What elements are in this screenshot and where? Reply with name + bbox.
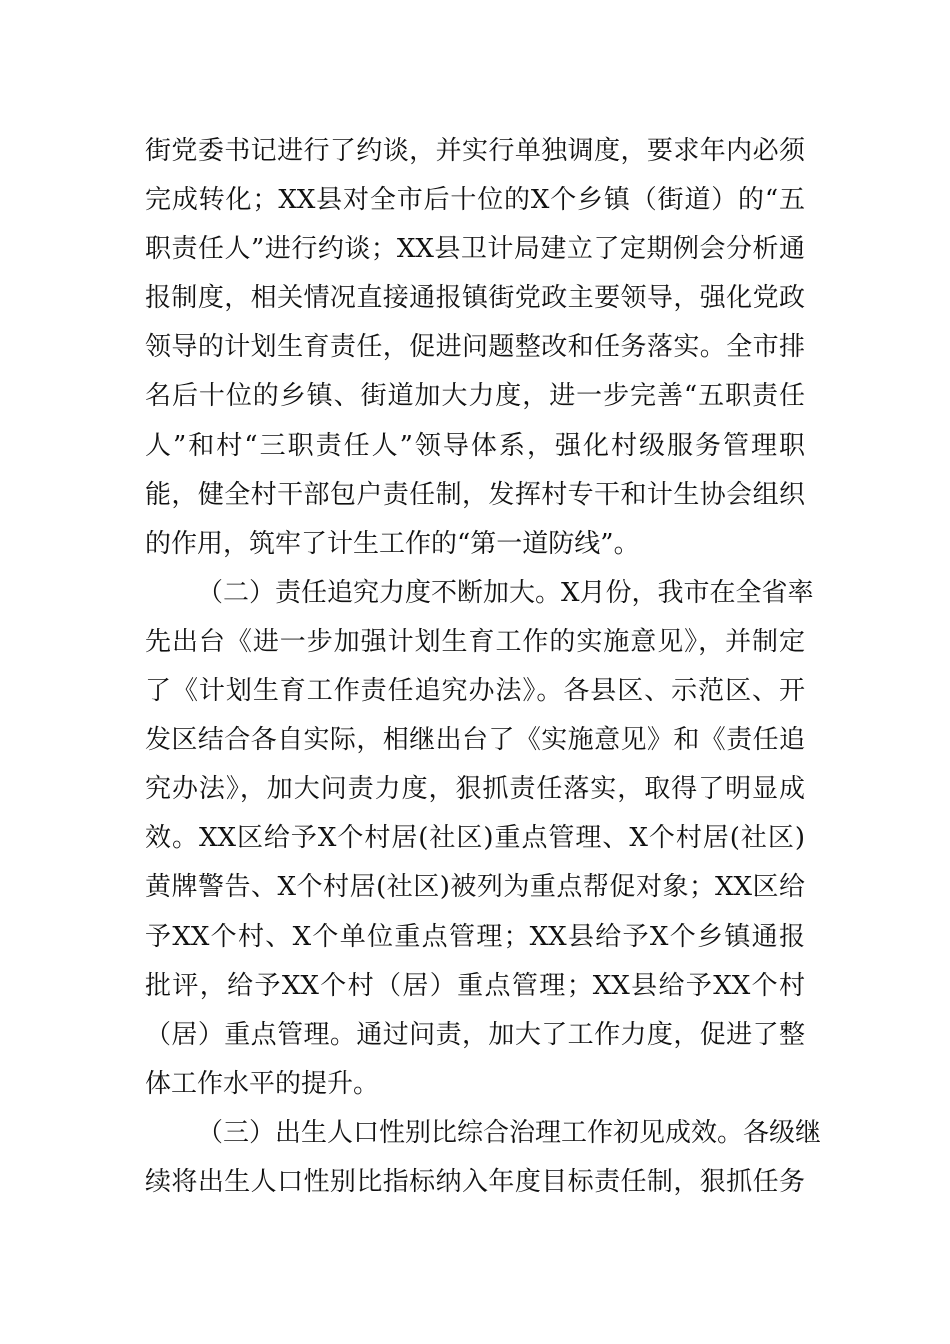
- text-line: 街党委书记进行了约谈，并实行单独调度，要求年内必须: [145, 136, 805, 166]
- text-line: 发区结合各自实际，相继出台了《实施意见》和《责任追: [145, 725, 805, 756]
- text-line: 效。XX区给予X个村居(社区)重点管理、X个村居(社区): [145, 823, 805, 854]
- text-line: 人”和村“三职责任人”领导体系，强化村级服务管理职: [145, 430, 805, 461]
- document-body: [145, 127, 822, 1207]
- text-line: 完成转化；XX县对全市后十位的X个乡镇（街道）的“五: [145, 185, 805, 216]
- text-line: 能，健全村干部包户责任制，发挥村专干和计生协会组织: [145, 479, 805, 510]
- text-line: 体工作水平的提升。: [145, 1068, 380, 1099]
- text-line: 的作用，筑牢了计生工作的“第一道防线”。: [145, 528, 640, 559]
- text-line: （居）重点管理。通过问责，加大了工作力度，促进了整: [145, 1019, 805, 1050]
- text-line: 批评，给予XX个村（居）重点管理；XX县给予XX个村: [145, 970, 805, 1001]
- text-line: 名后十位的乡镇、街道加大力度，进一步完善“五职责任: [145, 381, 805, 412]
- text-line: （三）出生人口性别比综合治理工作初见成效。各级继: [197, 1117, 822, 1148]
- text-line: 先出台《进一步加强计划生育工作的实施意见》，并制定: [145, 626, 805, 657]
- text-line: 予XX个村、X个单位重点管理；XX县给予X个乡镇通报: [145, 921, 805, 952]
- text-line: 领导的计划生育责任，促进问题整改和任务落实。全市排: [145, 332, 805, 363]
- text-line: 了《计划生育工作责任追究办法》。各县区、示范区、开: [145, 676, 805, 707]
- text-line: 报制度，相关情况直接通报镇街党政主要领导，强化党政: [145, 283, 805, 314]
- text-line: 续将出生人口性别比指标纳入年度目标责任制，狠抓任务: [145, 1166, 805, 1197]
- text-line: 职责任人”进行约谈；XX县卫计局建立了定期例会分析通: [145, 234, 805, 265]
- text-line: （二）责任追究力度不断加大。X月份，我市在全省率: [197, 577, 814, 608]
- text-line: 究办法》，加大问责力度，狠抓责任落实，取得了明显成: [145, 774, 805, 805]
- text-line: 黄牌警告、X个村居(社区)被列为重点帮促对象；XX区给: [145, 872, 805, 903]
